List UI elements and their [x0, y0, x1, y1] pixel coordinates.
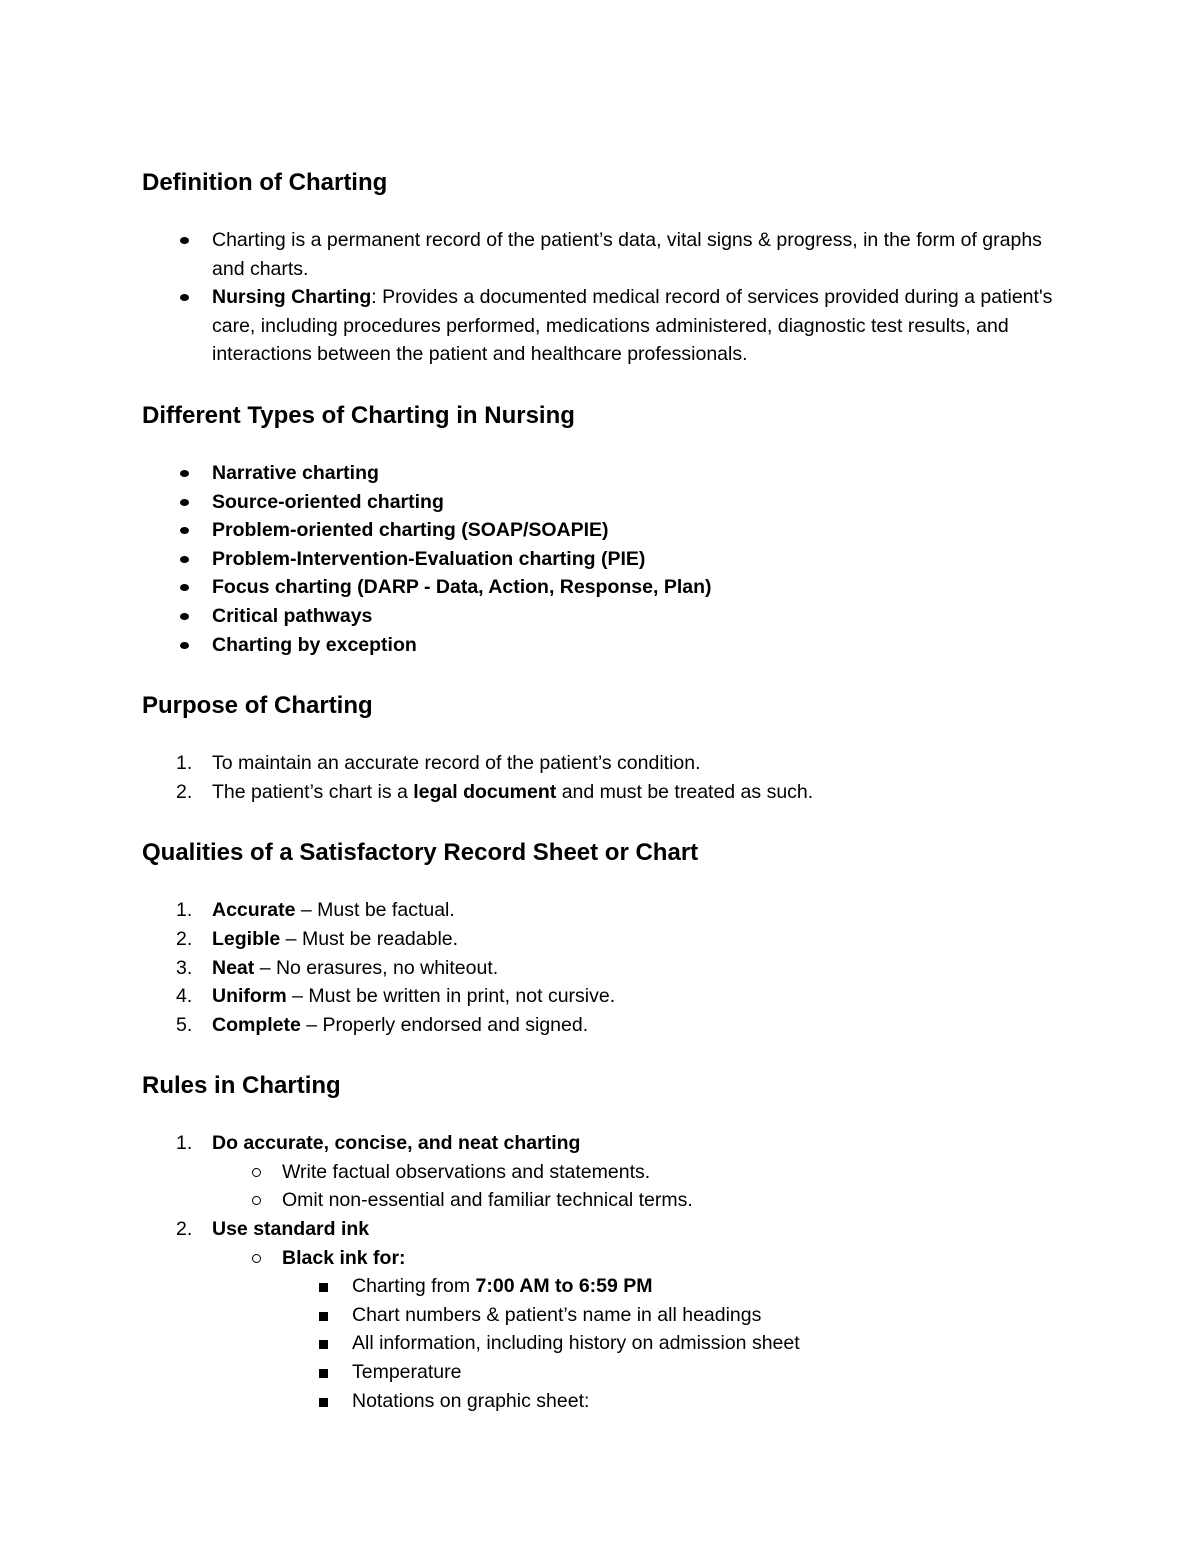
circle-bullet-icon [252, 1168, 261, 1177]
item-text: Omit non-essential and familiar technical terms. [282, 1189, 693, 1212]
item-bold: Narrative charting [212, 461, 379, 484]
list-item [142, 749, 1072, 778]
item-text: – No erasures, no whiteout. [254, 956, 499, 979]
square-bullet-icon [319, 1369, 328, 1378]
item-bold: Neat [212, 956, 255, 979]
item-bold: Source-oriented charting [212, 490, 444, 513]
item-text: – Must be readable. [280, 927, 459, 950]
subsub-list-item [282, 1301, 1072, 1330]
definition-list [142, 226, 1072, 369]
list-item [142, 488, 1072, 517]
item-number: 2. [176, 1218, 193, 1241]
item-text: – Properly endorsed and signed. [300, 1013, 589, 1036]
list-item [142, 1215, 1072, 1415]
square-bullet-icon [319, 1340, 328, 1349]
item-bold: Complete [212, 1013, 301, 1036]
item-number: 1. [176, 752, 193, 775]
item-text: The patient’s chart is a [212, 780, 414, 803]
item-bold: Uniform [212, 985, 287, 1008]
bullet-icon [180, 470, 189, 477]
rule2-sublist [212, 1244, 1072, 1416]
square-bullet-icon [319, 1398, 328, 1407]
item-bold: Problem-Intervention-Evaluation charting (PIE) [212, 547, 646, 570]
item-text: Write factual observations and statements. [282, 1160, 651, 1183]
rules-list [142, 1129, 1072, 1415]
item-bold: Focus charting (DARP - Data, Action, Response, Plan) [212, 576, 712, 599]
item-bold: Charting by exception [212, 633, 417, 656]
bullet-icon [180, 556, 189, 563]
list-item [142, 631, 1072, 660]
list-item [142, 925, 1072, 954]
bullet-icon [180, 584, 189, 591]
item-bold: Use standard ink [212, 1218, 370, 1241]
heading-types: Different Types of Charting in Nursing [142, 401, 575, 429]
list-item [142, 226, 1072, 283]
item-number: 1. [176, 1132, 193, 1155]
subsub-list-item [282, 1358, 1072, 1387]
square-bullet-icon [319, 1283, 328, 1292]
bullet-icon [180, 499, 189, 506]
purpose-list [142, 749, 1072, 806]
section-definition [142, 166, 1072, 399]
item-bold: legal document [413, 780, 557, 803]
list-item [142, 1129, 1072, 1215]
item-number: 4. [176, 985, 193, 1008]
rule2-subsublist [282, 1272, 1072, 1415]
heading-purpose: Purpose of Charting [142, 692, 373, 720]
bullet-icon [180, 642, 189, 649]
qualities-list [142, 896, 1072, 1039]
subsub-list-item [282, 1329, 1072, 1358]
list-item [142, 778, 1072, 807]
list-item [142, 896, 1072, 925]
list-item [142, 1011, 1072, 1040]
item-number: 1. [176, 899, 193, 922]
item-bold: 7:00 AM to 6:59 PM [475, 1275, 653, 1298]
item-bold: Nursing Charting [212, 286, 372, 309]
item-text: All information, including history on admission sheet [352, 1332, 800, 1355]
item-number: 3. [176, 956, 193, 979]
item-text: and must be treated as such. [556, 780, 814, 803]
section-purpose [142, 689, 1072, 836]
item-text: Charting is a permanent record of the patient’s data, vital signs & progress, in the form of graphs and charts. [212, 229, 1042, 280]
subsub-list-item [282, 1387, 1072, 1416]
heading-qualities: Qualities of a Satisfactory Record Sheet or Chart [142, 839, 699, 867]
item-bold: Problem-oriented charting (SOAP/SOAPIE) [212, 519, 609, 542]
item-bold: Accurate [212, 899, 296, 922]
bullet-icon [180, 613, 189, 620]
item-text: To maintain an accurate record of the patient’s condition. [212, 752, 701, 775]
heading-definition: Definition of Charting [142, 169, 388, 196]
item-text: Notations on graphic sheet: [352, 1389, 590, 1412]
bullet-icon [180, 527, 189, 534]
item-number: 5. [176, 1013, 193, 1036]
list-item [142, 545, 1072, 574]
square-bullet-icon [319, 1312, 328, 1321]
list-item [142, 283, 1072, 369]
item-text: Temperature [352, 1361, 462, 1384]
item-bold: Legible [212, 927, 281, 950]
rule1-sublist [212, 1158, 1072, 1215]
item-bold: Black ink for: [282, 1246, 406, 1269]
sub-list-item [212, 1158, 1072, 1187]
subsub-list-item [282, 1272, 1072, 1301]
circle-bullet-icon [252, 1254, 261, 1263]
item-text: : Provides a documented medical record of services provided during a patient's care, including procedures performed, medications administered, diagnostic test results, and interactions between the patient and healthcare professionals. [212, 286, 1053, 366]
circle-bullet-icon [252, 1196, 261, 1205]
sub-list-item [212, 1244, 1072, 1416]
list-item [142, 954, 1072, 983]
list-item [142, 573, 1072, 602]
section-rules [142, 1069, 1072, 1415]
heading-rules: Rules in Charting [142, 1072, 341, 1100]
document-page [142, 166, 1072, 1415]
item-text: – Must be factual. [295, 899, 455, 922]
types-list [142, 459, 1072, 659]
item-bold: Do accurate, concise, and neat charting [212, 1132, 581, 1155]
list-item [142, 602, 1072, 631]
section-qualities [142, 836, 1072, 1069]
sub-list-item [212, 1186, 1072, 1215]
section-types [142, 399, 1072, 689]
item-text: Chart numbers & patient’s name in all headings [352, 1303, 762, 1326]
list-item [142, 982, 1072, 1011]
item-text: – Must be written in print, not cursive. [286, 985, 616, 1008]
list-item [142, 516, 1072, 545]
list-item [142, 459, 1072, 488]
item-number: 2. [176, 927, 193, 950]
item-number: 2. [176, 780, 193, 803]
bullet-icon [180, 237, 189, 244]
item-bold: Critical pathways [212, 604, 373, 627]
item-text: Charting from [352, 1275, 476, 1298]
bullet-icon [180, 294, 189, 301]
